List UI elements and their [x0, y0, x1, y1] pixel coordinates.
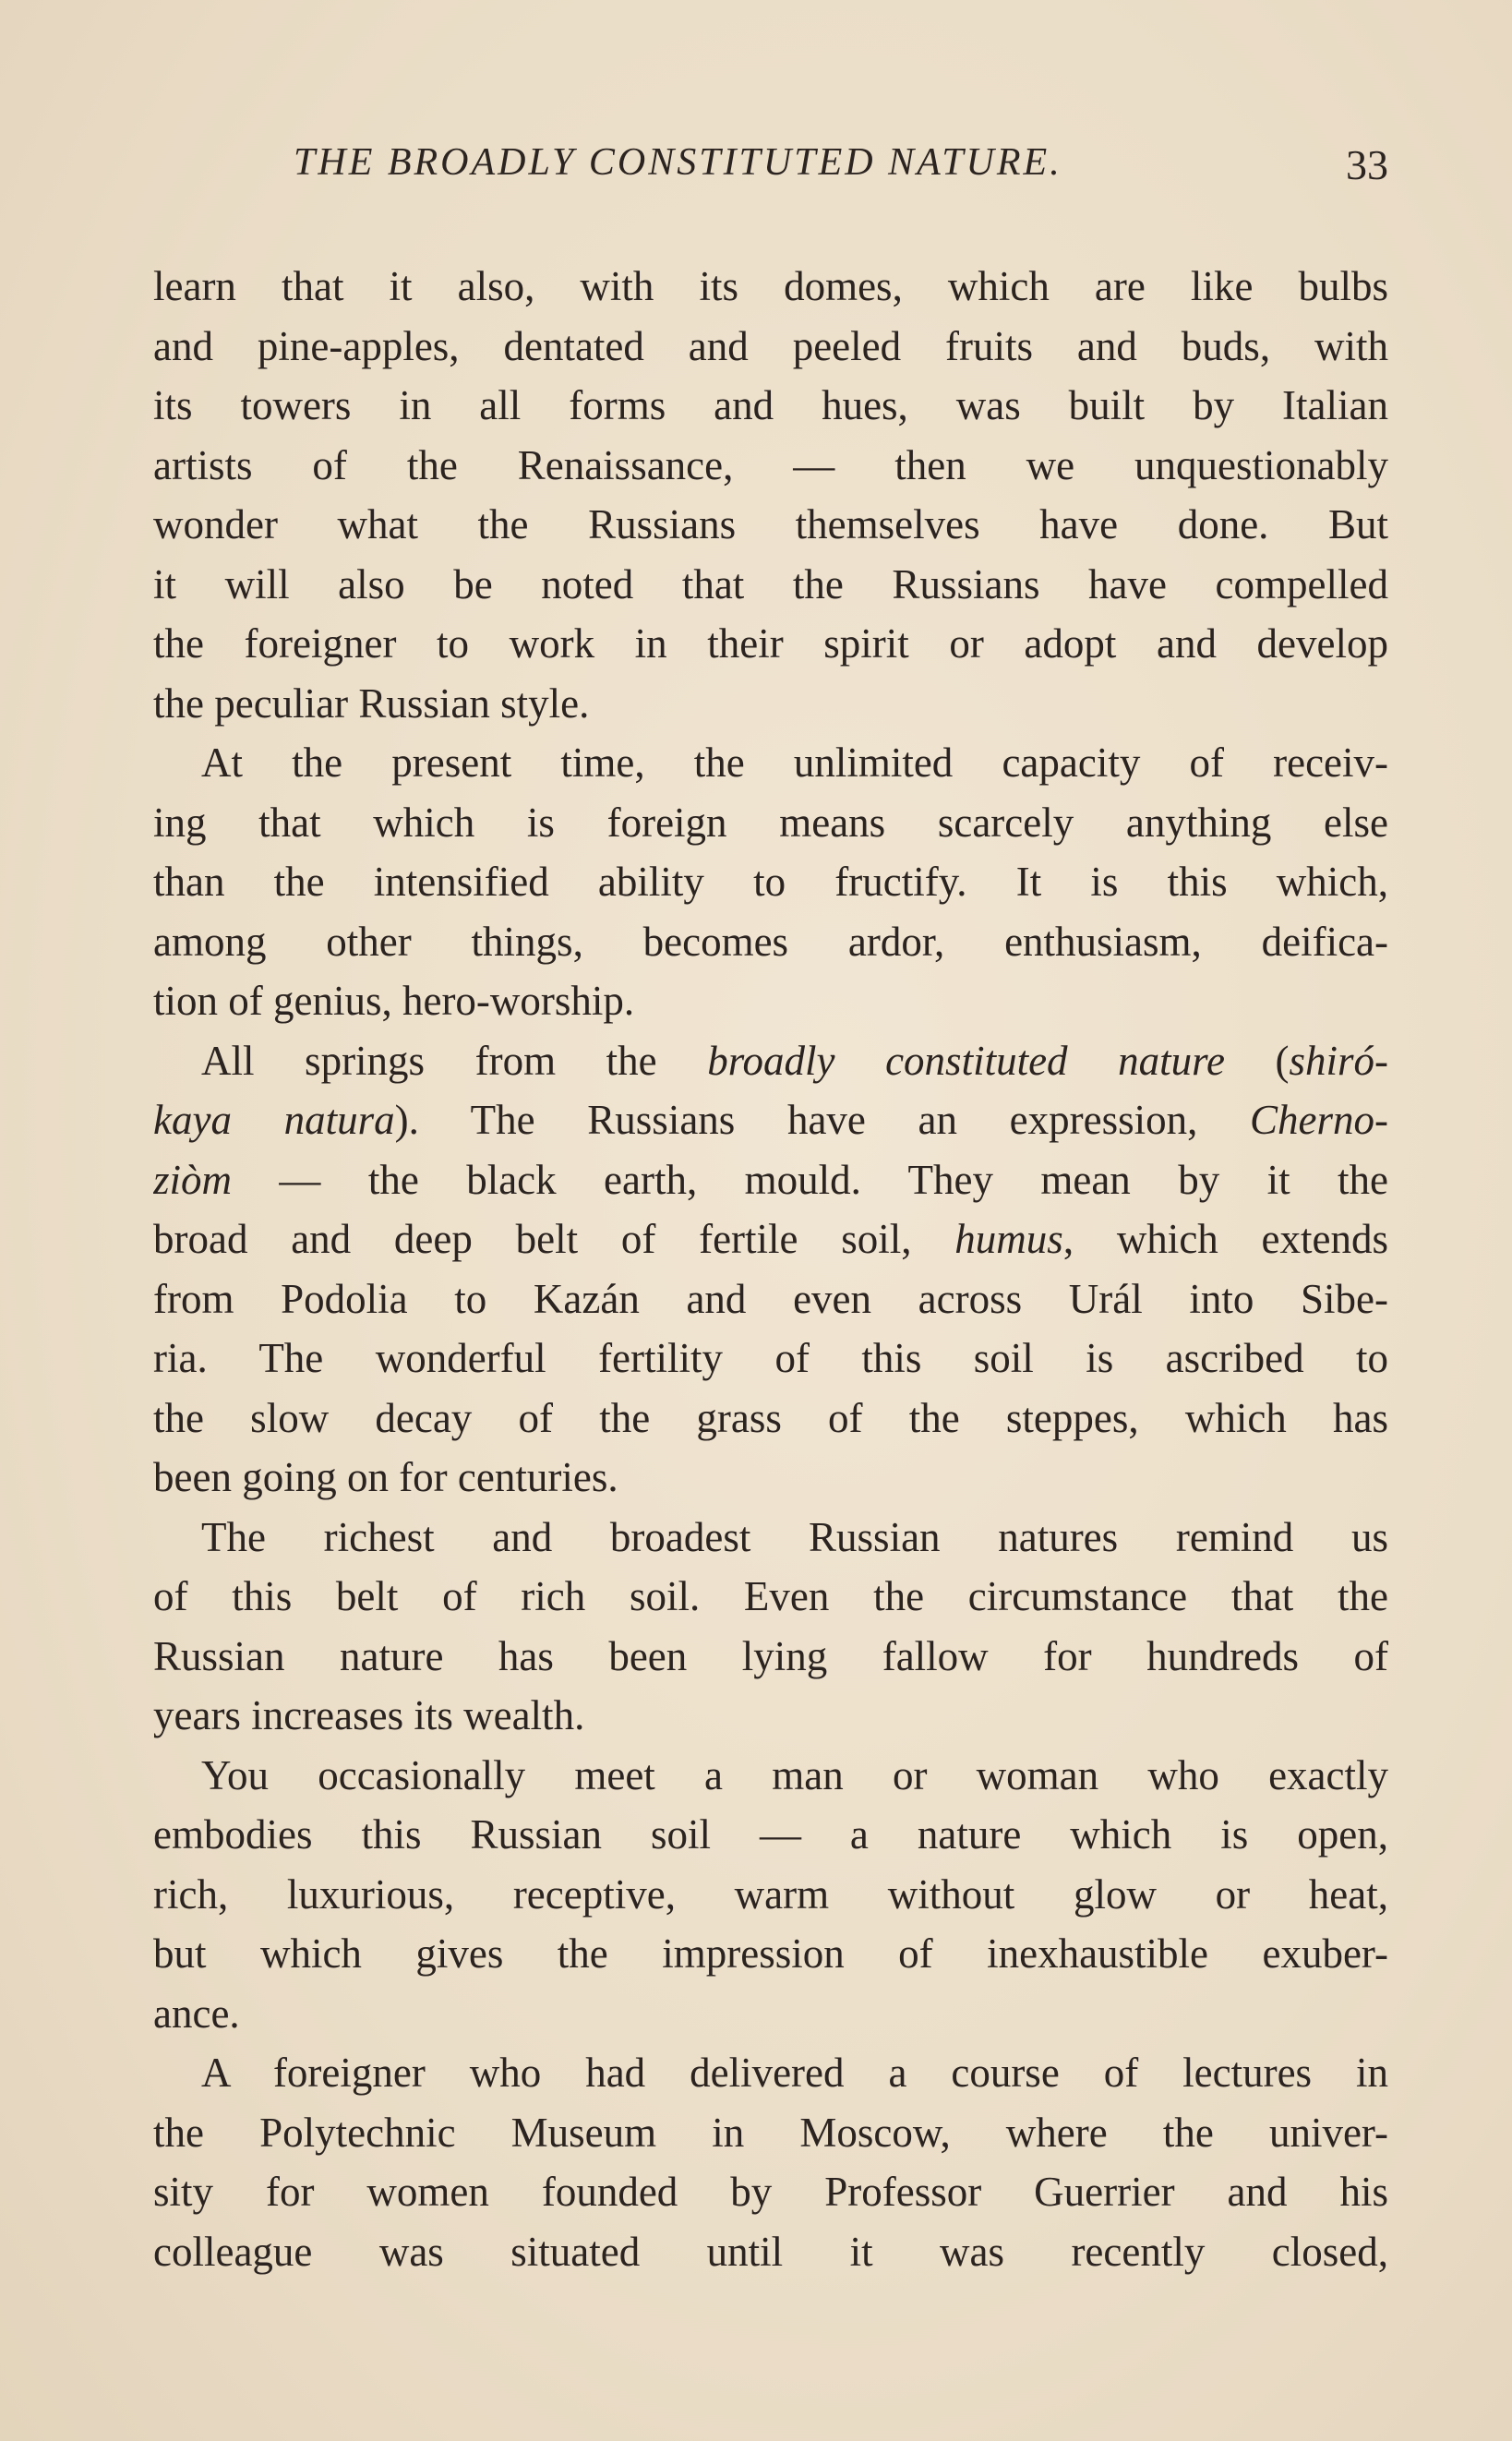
- text-run: but which gives the impression of inexhaustible exuber-: [153, 1930, 1388, 1977]
- text-run: At the present time, the unlimited capacity of receiv-: [201, 740, 1388, 786]
- text-run: and pine-apples, dentated and peeled fruits and buds, with: [153, 322, 1388, 369]
- italic-phrase: broadly constituted nature: [707, 1037, 1225, 1084]
- text-line: [153, 614, 1388, 674]
- text-line: [153, 674, 1388, 734]
- italic-phrase: kaya natura: [153, 1097, 395, 1143]
- text-line: [153, 2103, 1388, 2163]
- text-line: [153, 436, 1388, 496]
- text-line: [153, 1150, 1388, 1210]
- text-run: among other things, becomes ardor, enthusiasm, deifica-: [153, 918, 1388, 965]
- text-line: [153, 2162, 1388, 2222]
- text-run: tion of genius, hero-worship.: [153, 978, 635, 1024]
- text-run: of this belt of rich soil. Even the circumstance that the: [153, 1573, 1388, 1619]
- text-line: [153, 1746, 1388, 1806]
- text-line: [153, 793, 1388, 853]
- text-run: ). The Russians have an expression,: [394, 1097, 1250, 1143]
- text-run: than the intensified ability to fructify. It is this which,: [153, 859, 1388, 905]
- text-run: the foreigner to work in their spirit or adopt and develop: [153, 620, 1388, 667]
- text-run: artists of the Renaissance, — then we unquestionably: [153, 441, 1388, 488]
- text-run: — the black earth, mould. They mean by it the: [232, 1156, 1388, 1203]
- text-run: the slow decay of the grass of the steppes, which has: [153, 1394, 1388, 1441]
- text-run: its towers in all forms and hues, was built by Italian: [153, 382, 1388, 428]
- text-run: the Polytechnic Museum in Moscow, where the univer-: [153, 2109, 1388, 2156]
- text-line: [153, 1209, 1388, 1269]
- text-run: (: [1224, 1037, 1290, 1084]
- text-run: A foreigner who had delivered a course of lectures in: [201, 2050, 1388, 2096]
- text-run: the peculiar Russian style.: [153, 679, 590, 727]
- text-run: colleague was situated until it was recently closed,: [153, 2228, 1388, 2275]
- text-line: [153, 257, 1388, 317]
- text-line: [153, 495, 1388, 555]
- text-line: [153, 1090, 1388, 1150]
- text-line: [153, 1329, 1388, 1389]
- text-run: been going on for centuries.: [153, 1454, 618, 1500]
- text-line: [153, 852, 1388, 912]
- text-line: [153, 1805, 1388, 1865]
- text-line: [153, 1031, 1388, 1091]
- text-run: learn that it also, with its domes, which are like bulbs: [153, 263, 1388, 309]
- text-line: [153, 555, 1388, 615]
- text-run: ria. The wonderful fertility of this soil is ascribed to: [153, 1335, 1388, 1381]
- text-run: All springs from the: [201, 1037, 708, 1084]
- text-line: [153, 1389, 1388, 1449]
- text-run: Russian nature has been lying fallow for hundreds of: [153, 1632, 1388, 1679]
- text-run: years increases its wealth.: [153, 1692, 585, 1738]
- text-line: [153, 733, 1388, 793]
- text-line: [153, 1865, 1388, 1925]
- italic-phrase: shiró-: [1289, 1037, 1388, 1084]
- text-line: [153, 317, 1388, 377]
- text-line: [153, 2222, 1388, 2282]
- text-line: [153, 1627, 1388, 1687]
- text-run: embodies this Russian soil — a nature which is open,: [153, 1811, 1388, 1858]
- running-head: [155, 140, 1388, 205]
- text-line: [153, 1269, 1388, 1329]
- text-run: The richest and broadest Russian natures remind us: [201, 1513, 1388, 1560]
- text-run: You occasionally meet a man or woman who exactly: [201, 1751, 1388, 1798]
- text-run: wonder what the Russians themselves have done. But: [153, 501, 1388, 547]
- text-line: [153, 1448, 1388, 1508]
- text-run: ance.: [153, 1990, 240, 2037]
- text-line: [153, 912, 1388, 972]
- running-title: THE BROADLY CONSTITUTED NATURE.: [294, 141, 1062, 184]
- text-run: , which extends: [1062, 1216, 1388, 1262]
- text-line: [153, 1924, 1388, 1984]
- text-run: broad and deep belt of fertile soil,: [153, 1216, 955, 1262]
- text-run: it will also be noted that the Russians have compelled: [153, 560, 1388, 607]
- text-run: rich, luxurious, receptive, warm without glow or heat,: [153, 1870, 1388, 1918]
- text-run: sity for women founded by Professor Guerrier and his: [153, 2169, 1388, 2215]
- italic-phrase: humus: [954, 1216, 1063, 1262]
- text-line: [153, 1508, 1388, 1568]
- text-run: from Podolia to Kazán and even across Urál into Sibe-: [153, 1275, 1388, 1322]
- text-line: [153, 376, 1388, 436]
- text-line: [153, 971, 1388, 1031]
- text-run: ing that which is foreign means scarcely anything else: [153, 799, 1388, 846]
- text-line: [153, 1984, 1388, 2044]
- italic-phrase: Cherno-: [1250, 1097, 1388, 1143]
- italic-phrase: ziòm: [153, 1156, 233, 1203]
- text-line: [153, 2043, 1388, 2103]
- body-text: [153, 257, 1388, 2281]
- text-line: [153, 1567, 1388, 1627]
- text-line: [153, 1686, 1388, 1746]
- page-number: 33: [1346, 141, 1388, 188]
